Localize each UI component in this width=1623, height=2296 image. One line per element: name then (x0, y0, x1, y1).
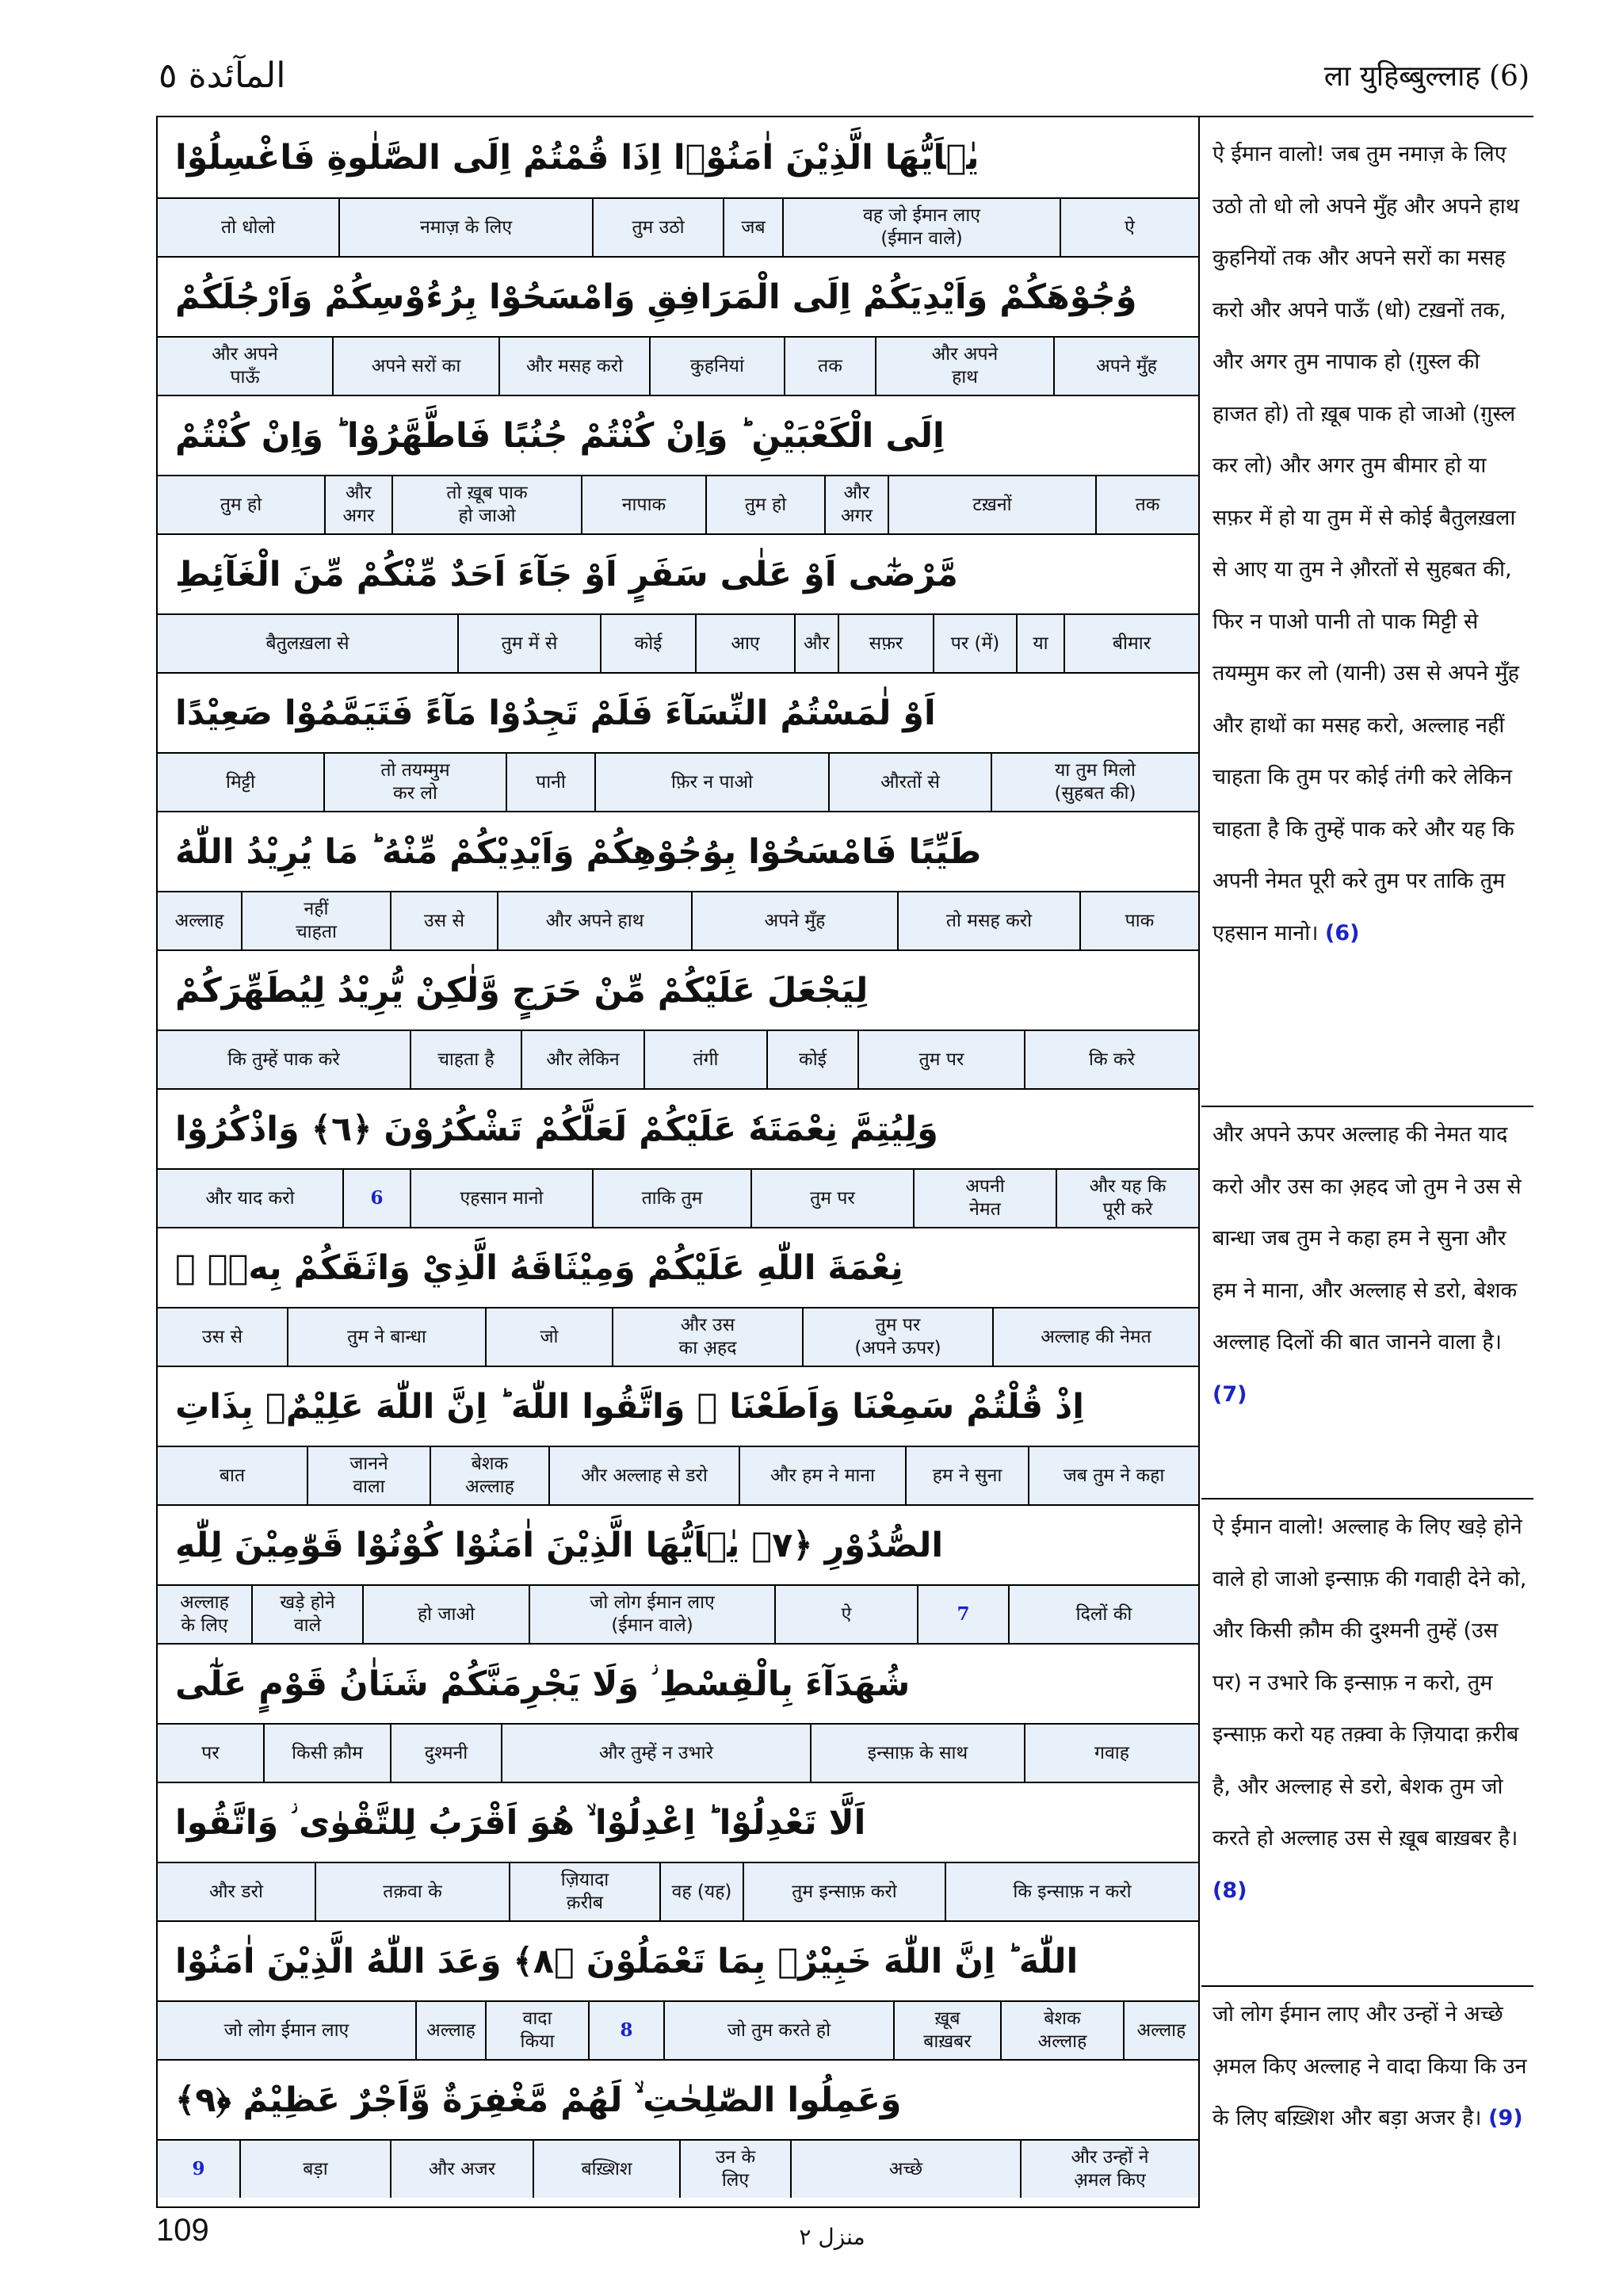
gloss-cell: और अगर (824, 476, 888, 533)
manzil-label: منزل ٢ (799, 2224, 865, 2250)
gloss-cell: या तुम मिलो (सुहबत की) (991, 754, 1198, 811)
gloss-cell: तक (784, 338, 875, 395)
gloss-cell: अल्लाह के लिए (180, 1592, 229, 1636)
gloss-cell: नमाज़ के लिए (338, 199, 592, 256)
gloss-cell: तंगी (643, 1031, 766, 1088)
gloss-cell: खड़े होने वाले (251, 1586, 362, 1643)
gloss-cell: और मसह करो (498, 338, 649, 395)
surah-header: المآئدة ٥ (158, 55, 286, 96)
gloss-cell: एहसान मानो (410, 1170, 592, 1227)
arabic-text: وَعَمِلُوا الصّٰلِحٰتِ ۙ لَهُمْ مَّغْفِرَةٌ وَّاَجْرٌ عَظِيْمٌ ﴿٩﴾ (175, 2080, 902, 2120)
arabic-text: اللّٰهَ ؕ اِنَّ اللّٰهَ خَبِيْرٌۢ بِمَا تَعْمَلُوْنَ ﴿٨﴾ وَعَدَ اللّٰهُ الَّذِيْنَ اٰمَنُوْا (175, 1941, 1079, 1981)
gloss-cell: तुम पर (अपने ऊपर) (802, 1308, 992, 1366)
gloss-cell: मिट्टी (226, 771, 255, 793)
verse-number: (9) (1488, 2106, 1523, 2130)
arabic-text: شُهَدَآءَ بِالْقِسْطِ ؗ وَلَا يَجْرِمَنَّكُمْ شَنَاٰنُ قَوْمٍ عَلٰٓى (175, 1664, 911, 1704)
arabic-text: اِذْ قُلْتُمْ سَمِعْنَا وَاَطَعْنَا ؗ وَاتَّقُوا اللّٰهَ ؕ اِنَّ اللّٰهَ عَلِيْمٌۢ بِذَاتِ (175, 1386, 1084, 1427)
gloss-cell: किसी क़ौम (263, 1725, 390, 1782)
gloss-cell: नहीं चाहता (241, 892, 390, 949)
gloss-cell: तुम पर (857, 1031, 1024, 1088)
gloss-cell: तुम पर (750, 1170, 913, 1227)
gloss-cell: सफ़र (838, 615, 933, 672)
gloss-cell: या (1016, 615, 1064, 672)
gloss-cell: तुम ने बान्धा (287, 1308, 485, 1366)
gloss-cell: उस से (390, 892, 497, 949)
side-text: जो लोग ईमान लाए और उन्हों ने अच्छे अ़मल किए अल्लाह ने वादा किया कि उन के लिए बख़्शिश और बड़ा अजर है। (1212, 2002, 1527, 2130)
gloss-cell: टख़नों (888, 476, 1095, 533)
gloss-cell: अल्लाह (415, 2002, 485, 2059)
gloss-cell: पर (201, 1742, 220, 1763)
gloss-cell: इन्साफ़ के साथ (810, 1725, 1024, 1782)
gloss-cell: जो लोग ईमान लाए (223, 2019, 349, 2041)
gloss-cell: और हम ने माना (739, 1447, 905, 1504)
gloss-cell: तुम इन्साफ़ करो (743, 1863, 945, 1920)
gloss-cell: और अपने पाऊँ (212, 344, 278, 388)
gloss-cell: और उन्हों ने अ़मल किए (1020, 2141, 1198, 2198)
gloss-cell: और अपने हाथ (875, 338, 1053, 395)
gloss-cell: कोई (766, 1031, 857, 1088)
gloss-cell: कुहनियां (649, 338, 784, 395)
gloss-cell: जानने वाला (307, 1447, 430, 1504)
gloss-cell: बेशक अल्लाह (1000, 2002, 1123, 2059)
gloss-cell: जब तुम ने कहा (1028, 1447, 1198, 1504)
gloss-cell: गवाह (1024, 1725, 1198, 1782)
verse-number: (8) (1212, 1878, 1247, 1903)
gloss-cell: ऐ (1060, 199, 1198, 256)
gloss-cell: और अजर (390, 2141, 533, 2198)
gloss-cell: पाक (1079, 892, 1198, 949)
gloss-cell: और याद करो (205, 1187, 295, 1209)
side-translation-7 (1201, 1106, 1533, 1420)
gloss-cell: वह (यह) (659, 1863, 743, 1920)
gloss-cell: तुम उठो (592, 199, 723, 256)
gloss-cell: तो ख़ूब पाक हो जाओ (391, 476, 581, 533)
gloss-cell: और तुम्हें न उभारे (501, 1725, 810, 1782)
arabic-text: مَّرْضٰٓى اَوْ عَلٰى سَفَرٍ اَوْ جَآءَ اَحَدٌ مِّنْكُمْ مِّنَ الْغَآئِطِ (175, 554, 958, 594)
gloss-cell: अपने मुँह (1053, 338, 1198, 395)
gloss-cell: अल्लाह की नेमत (992, 1308, 1198, 1366)
gloss-cell: चाहता है (410, 1031, 521, 1088)
gloss-cell: तक (1095, 476, 1198, 533)
part-header: ला युहिब्बुल्लाह (6) (1323, 60, 1529, 93)
gloss-cell: पर (में) (933, 615, 1016, 672)
gloss-cell: अच्छे (790, 2141, 1020, 2198)
arabic-text: لِيَجْعَلَ عَلَيْكُمْ مِّنْ حَرَجٍ وَّلٰكِنْ يُّرِيْدُ لِيُطَهِّرَكُمْ (175, 970, 869, 1010)
gloss-cell: वह जो ईमान लाए (ईमान वाले) (782, 199, 1060, 256)
gloss-cell: तुम में से (457, 615, 600, 672)
side-translation-8 (1201, 1498, 1533, 1916)
arabic-text: اَلَّا تَعْدِلُوْا ؕ اِعْدِلُوْا ۙ هُوَ اَقْرَبُ لِلتَّقْوٰى ؗ وَاتَّقُوا (175, 1802, 866, 1843)
gloss-cell: कि करे (1024, 1031, 1198, 1088)
gloss-cell: नापाक (581, 476, 705, 533)
gloss-cell: और यह कि पूरी करे (1056, 1170, 1198, 1227)
gloss-cell: पानी (506, 754, 594, 811)
gloss-cell: और अगर (324, 476, 391, 533)
gloss-cell: हो जाओ (362, 1586, 529, 1643)
gloss-cell: उस से (201, 1326, 242, 1347)
gloss-cell: और अपने हाथ (497, 892, 691, 949)
verse-number-cell: 6 (342, 1170, 410, 1227)
arabic-text: يٰۤاَيُّهَا الَّذِيْنَ اٰمَنُوْۤا اِذَا قُمْتُمْ اِلَى الصَّلٰوةِ فَاغْسِلُوْا (175, 137, 980, 178)
arabic-text: نِعْمَةَ اللّٰهِ عَلَيْكُمْ وَمِيْثَاقَهُ الَّذِيْ وَاثَقَكُمْ بِهٖۤ ۙ (175, 1247, 903, 1288)
gloss-cell: और उस का अ़हद (612, 1308, 802, 1366)
side-translation-6 (1201, 127, 1533, 959)
gloss-cell: अपने सरों का (332, 338, 498, 395)
arabic-text: طَيِّبًا فَامْسَحُوْا بِوُجُوْهِكُمْ وَاَيْدِيْكُمْ مِّنْهُ ؕ مَا يُرِيْدُ اللّٰهُ (175, 831, 982, 872)
side-text: और अपने ऊपर अल्लाह की नेमत याद करो और उस का अ़हद जो तुम ने उस से बान्धा जब तुम ने कहा हम ने सुना और हम ने माना, और अल्लाह से डरो, बेशक अल्लाह दिलों की बात जानने वाला है। (1212, 1122, 1522, 1354)
arabic-text: اِلَى الْكَعْبَيْنِ ؕ وَاِنْ كُنْتُمْ جُنُبًا فَاطَّهَّرُوْا ؕ وَاِنْ كُنْتُمْ (175, 415, 945, 456)
gloss-cell: ताकि तुम (592, 1170, 750, 1227)
gloss-cell: जो लोग ईमान लाए (ईमान वाले) (529, 1586, 774, 1643)
gloss-cell: वादा किया (485, 2002, 588, 2059)
gloss-cell: बात (219, 1465, 246, 1486)
gloss-cell: बेशक अल्लाह (430, 1447, 548, 1504)
gloss-cell: कि इन्साफ़ न करो (945, 1863, 1198, 1920)
verse-number: (6) (1325, 920, 1360, 946)
gloss-cell: जो तुम करते हो (663, 2002, 893, 2059)
gloss-cell: और (794, 615, 838, 672)
gloss-cell: तो तयम्मुम कर लो (323, 754, 506, 811)
page-number: 109 (156, 2213, 209, 2248)
gloss-cell: बैतुलख़ला से (265, 632, 349, 654)
gloss-cell: तो मसह करो (897, 892, 1079, 949)
gloss-cell: कि तुम्हें पाक करे (227, 1049, 340, 1070)
gloss-cell: अपनी नेमत (913, 1170, 1056, 1227)
gloss-cell: जब (723, 199, 782, 256)
arabic-text: وُجُوْهَكُمْ وَاَيْدِيَكُمْ اِلَى الْمَرَافِقِ وَامْسَحُوْا بِرُءُوْسِكُمْ وَاَرْجُلَكُمْ (175, 277, 1137, 317)
side-text: ऐ ईमान वालो! अल्लाह के लिए खड़े होने वाले हो जाओ इन्साफ़ की गवाही देने को, और किसी क़ौम की दुश्मनी तुम्हें (उस पर) न उभारे कि इन्साफ़ न करो, तुम इन्साफ़ करो यह तक़्वा के ज़ियादा क़रीब है, और अल्लाह से डरो, बेशक तुम जो करते हो अल्लाह उस से ख़ूब बाख़बर है। (1212, 1515, 1527, 1851)
gloss-cell: हम ने सुना (905, 1447, 1028, 1504)
gloss-cell: बीमार (1064, 615, 1198, 672)
gloss-cell: तुम हो (705, 476, 824, 533)
gloss-cell: अल्लाह (1123, 2002, 1198, 2059)
gloss-cell: औरतों से (828, 754, 991, 811)
gloss-cell: दुश्मनी (390, 1725, 501, 1782)
arabic-text: اَوْ لٰمَسْتُمُ النِّسَآءَ فَلَمْ تَجِدُوْا مَآءً فَتَيَمَّمُوْا صَعِيْدًا (175, 693, 936, 733)
gloss-cell: कोई (600, 615, 695, 672)
verse-number-cell: 9 (192, 2157, 205, 2179)
gloss-cell: तुम हो (220, 494, 262, 515)
gloss-cell: अल्लाह (174, 910, 224, 931)
gloss-cell: तो धोलो (220, 216, 276, 238)
side-text: ऐ ईमान वालो! जब तुम नमाज़ के लिए उठो तो धो लो अपने मुँह और अपने हाथ कुहनियों तक और अपने सरों का मसह करो और अपने पाऊँ (धो) टख़नों तक, और अगर तुम नापाक हो (ग़ुस्ल की हाजत हो) तो ख़ूब पाक हो जाओ (ग़ुस्ल कर लो) और अगर तुम बीमार हो या सफ़र में हो या तुम में से कोई बैतुलख़ला से आए या तुम ने औ़रतों से सुहबत की, फिर न पाओ पानी तो पाक मिट्टी से तयम्मुम कर लो (यानी) उस से अपने मुँह और हाथों का मसह करो, अल्लाह नहीं चाहता कि तुम पर कोई तंगी करे लेकिन चाहता है कि तुम्हें पाक करे और यह कि अपनी नेमत पूरी करे तुम पर ताकि तुम एहसान मानो। (1212, 142, 1520, 946)
gloss-cell: और लेकिन (521, 1031, 643, 1088)
gloss-cell: बख़्शिश (533, 2141, 679, 2198)
gloss-cell: अपने मुँह (691, 892, 897, 949)
gloss-cell: आए (695, 615, 794, 672)
arabic-text: الصُّدُوْرِ ﴿٧﴾ يٰۤاَيُّهَا الَّذِيْنَ اٰمَنُوْا كُوْنُوْا قَوّٰمِيْنَ لِلّٰهِ (175, 1525, 944, 1565)
gloss-cell: उन के लिए (679, 2141, 790, 2198)
gloss-cell: ख़ूब बाख़बर (893, 2002, 1000, 2059)
verse-number: (7) (1212, 1381, 1247, 1407)
gloss-cell: जो (485, 1308, 612, 1366)
text-frame (156, 117, 1200, 2208)
gloss-cell: तक़वा के (315, 1863, 509, 1920)
verse-number-cell: 7 (917, 1586, 1008, 1643)
arabic-text: وَلِيُتِمَّ نِعْمَتَهٗ عَلَيْكُمْ لَعَلَّكُمْ تَشْكُرُوْنَ ﴿٦﴾ وَاذْكُرُوْا (175, 1109, 938, 1149)
verse-number-cell: 8 (588, 2002, 663, 2059)
gloss-cell: बड़ा (239, 2141, 390, 2198)
gloss-cell: फ़िर न पाओ (594, 754, 828, 811)
gloss-cell: ज़ियादा क़रीब (509, 1863, 659, 1920)
side-translation-9 (1201, 1985, 1533, 2145)
gloss-cell: ऐ (774, 1586, 917, 1643)
gloss-cell: और डरो (209, 1881, 263, 1902)
gloss-cell: दिलों की (1008, 1586, 1198, 1643)
gloss-cell: और अल्लाह से डरो (548, 1447, 739, 1504)
